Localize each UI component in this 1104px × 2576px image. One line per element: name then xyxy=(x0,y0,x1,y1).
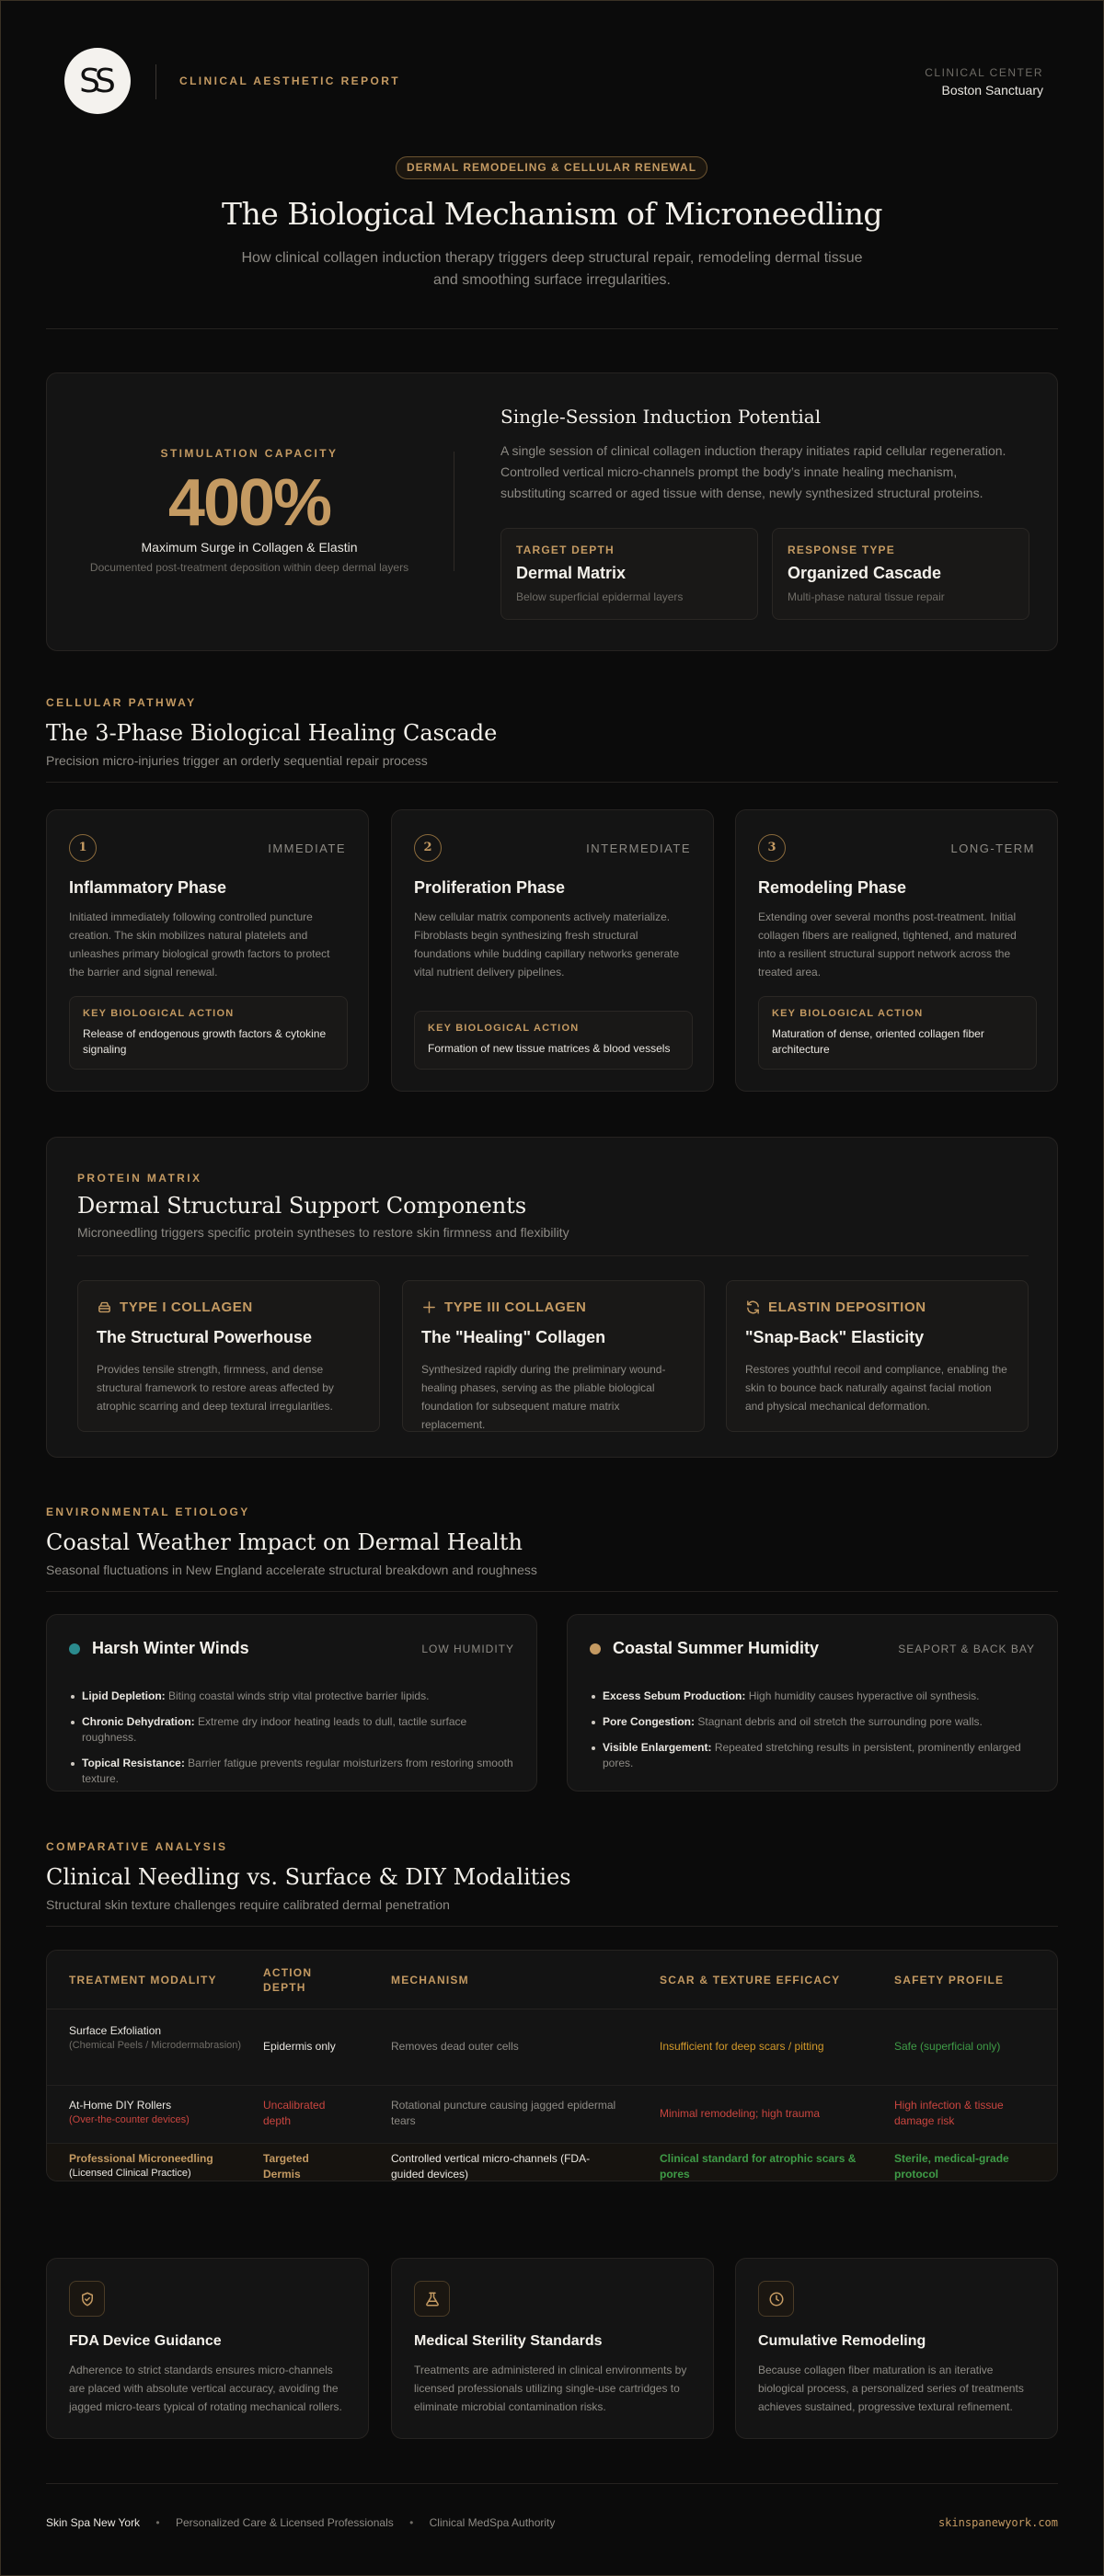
target-depth-value: Dermal Matrix xyxy=(516,564,627,582)
table-header xyxy=(47,1951,1058,2009)
feature-icon-box xyxy=(69,2281,105,2317)
column-header: SAFETY PROFILE xyxy=(894,1974,1005,1986)
list-item xyxy=(590,1689,1037,1704)
cascade-heading xyxy=(46,696,1058,783)
comparison-heading xyxy=(46,1840,1058,1927)
phase-card xyxy=(46,809,369,1092)
column-header: SCAR & TEXTURE EFFICACY xyxy=(660,1974,841,1986)
efficacy-cell: Minimal remodeling; high trauma xyxy=(660,2107,821,2120)
weather-subtitle: Seasonal fluctuations in New England accelerate structural breakdown and roughness xyxy=(46,1563,537,1577)
table-row-highlight xyxy=(47,2144,1058,2181)
weather-card-tag: LOW HUMIDITY xyxy=(421,1643,514,1655)
phase-action xyxy=(69,996,348,1070)
list-item-key: Pore Congestion: xyxy=(603,1715,696,1728)
protein-card-title: The "Healing" Collagen xyxy=(421,1328,606,1346)
stat-note: Documented post-treatment deposition within deep dermal layers xyxy=(89,561,409,574)
list-item-key: Topical Resistance: xyxy=(82,1757,185,1769)
induction-summary xyxy=(500,406,1020,504)
protein-card-title: "Snap-Back" Elasticity xyxy=(745,1328,925,1346)
phase-number: 1 xyxy=(69,834,97,862)
protein-subtitle: Microneedling triggers specific protein syntheses to restore skin firmness and flexibility xyxy=(77,1225,569,1240)
list-item-text: High humidity causes hyperactive oil synthesis. xyxy=(745,1689,980,1702)
cascade-eyebrow: CELLULAR PATHWAY xyxy=(46,696,197,709)
footer-separator: • xyxy=(409,2516,414,2529)
table-row xyxy=(47,2086,1058,2144)
list-item-key: Visible Enlargement: xyxy=(603,1741,712,1754)
weather-heading xyxy=(46,1506,1058,1592)
feature-body: Adherence to strict standards ensures micro-channels are placed with absolute vertical accuracy, avoiding the jagged micro-tears typical of rotating mechanical rollers. xyxy=(69,2364,342,2413)
stimulation-card xyxy=(46,372,1058,651)
center-label: CLINICAL CENTER xyxy=(925,66,1043,79)
page-footer xyxy=(46,2483,1058,2529)
protein-card xyxy=(402,1280,705,1432)
modality-cell xyxy=(69,2098,244,2127)
column-header: TREATMENT MODALITY xyxy=(69,1974,217,1986)
footer-brand: Skin Spa New York xyxy=(46,2516,141,2529)
stat-label: Maximum Surge in Collagen & Elastin xyxy=(141,540,358,555)
modality-cell xyxy=(69,2151,253,2181)
phase-action-label: KEY BIOLOGICAL ACTION xyxy=(772,1008,924,1019)
comparison-table xyxy=(46,1950,1058,2181)
weather-card-winter xyxy=(46,1614,537,1792)
protein-card-label: TYPE III COLLAGEN xyxy=(444,1299,587,1315)
efficacy-cell: Clinical standard for atrophic scars & pores xyxy=(660,2152,857,2181)
list-item-text: Biting coastal winds strip vital protective barrier lipids. xyxy=(165,1689,430,1702)
comparison-divider xyxy=(46,1926,1058,1927)
refresh-icon xyxy=(745,1299,761,1315)
phase-title: Remodeling Phase xyxy=(758,878,907,897)
feature-title: Medical Sterility Standards xyxy=(414,2333,603,2349)
protein-card-title: The Structural Powerhouse xyxy=(97,1328,313,1346)
weather-card-title: Coastal Summer Humidity xyxy=(613,1639,820,1657)
footer-separator: • xyxy=(155,2516,160,2529)
modality-name: At-Home DIY Rollers xyxy=(69,2099,172,2112)
weather-list xyxy=(69,1689,516,1797)
phase-title: Inflammatory Phase xyxy=(69,878,227,897)
phase-action-text: Formation of new tissue matrices & blood vessels xyxy=(428,1042,671,1055)
list-item-text: Stagnant debris and oil stretch the surrounding pore walls. xyxy=(695,1715,983,1728)
page-subtitle: How clinical collagen induction therapy triggers deep structural repair, remodeling dermal tissue and smoothing surface irregularities. xyxy=(241,250,863,288)
list-item xyxy=(69,1714,516,1746)
safety-cell: High infection & tissue damage risk xyxy=(894,2099,1004,2127)
comparison-eyebrow: COMPARATIVE ANALYSIS xyxy=(46,1840,228,1853)
stat-value: 400% xyxy=(167,466,331,540)
modality-cell xyxy=(69,2023,244,2053)
phase-number: 2 xyxy=(414,834,442,862)
plus-icon xyxy=(421,1299,437,1315)
modality-sub: (Chemical Peels / Microdermabrasion) xyxy=(69,2040,242,2051)
feature-body: Because collagen fiber maturation is an iterative biological process, a personalized series of treatments achieves sustained, progressive textural refinement. xyxy=(758,2364,1024,2413)
list-item-text: Extreme dry indoor heating leads to dull, tactile surface roughness. xyxy=(82,1715,467,1744)
weather-title: Coastal Weather Impact on Dermal Health xyxy=(46,1529,523,1555)
mechanism-cell: Controlled vertical micro-channels (FDA-guided devices) xyxy=(391,2152,591,2181)
phase-body: Initiated immediately following controlled puncture creation. The skin mobilizes natural platelets and unleashes primary biological growth factors to protect the barrier and signal renewal. xyxy=(69,910,330,979)
list-item-key: Chronic Dehydration: xyxy=(82,1715,195,1728)
footer-item: Personalized Care & Licensed Professionals xyxy=(175,2516,394,2529)
list-item xyxy=(590,1714,1037,1730)
footer-url-link[interactable]: skinspanewyork.com xyxy=(937,2516,1058,2529)
feature-card xyxy=(46,2258,369,2439)
feature-body: Treatments are administered in clinical environments by licensed professionals utilizing single-use cartridges to eliminate microbial contamination risks. xyxy=(414,2364,687,2413)
phase-tag: LONG-TERM xyxy=(950,841,1035,855)
clock-icon xyxy=(768,2291,785,2307)
footer-row xyxy=(46,2516,1058,2529)
footer-divider xyxy=(46,2483,1058,2484)
protein-card xyxy=(77,1280,380,1432)
response-type-value: Organized Cascade xyxy=(788,564,942,582)
list-item-key: Excess Sebum Production: xyxy=(603,1689,746,1702)
layers-icon xyxy=(97,1299,112,1315)
cascade-divider xyxy=(46,782,1058,783)
phase-action xyxy=(758,996,1037,1070)
protein-eyebrow: PROTEIN MATRIX xyxy=(77,1172,202,1185)
response-type-note: Multi-phase natural tissue repair xyxy=(788,590,945,603)
list-item-key: Lipid Depletion: xyxy=(82,1689,166,1702)
phase-action xyxy=(414,1011,693,1070)
feature-title: Cumulative Remodeling xyxy=(758,2333,926,2349)
cascade-title: The 3-Phase Biological Healing Cascade xyxy=(46,720,498,746)
clinical-center xyxy=(925,66,1043,97)
footer-item: Clinical MedSpa Authority xyxy=(429,2516,556,2529)
phase-body: New cellular matrix components actively materialize. Fibroblasts begin synthesizing fresh structural foundations while budding capillary networks generate vital nutrient delivery pipelines. xyxy=(414,910,680,979)
weather-divider xyxy=(46,1591,1058,1592)
shield-check-icon xyxy=(79,2291,96,2307)
report-brand: CLINICAL AESTHETIC REPORT xyxy=(179,74,401,87)
flask-icon xyxy=(424,2291,441,2307)
weather-card-title: Harsh Winter Winds xyxy=(92,1639,249,1657)
protein-matrix-panel xyxy=(46,1137,1058,1458)
phase-action-text: Maturation of dense, oriented collagen fiber architecture xyxy=(772,1027,984,1056)
header-divider xyxy=(155,64,156,99)
center-name: Boston Sanctuary xyxy=(941,83,1043,97)
table-row xyxy=(47,2009,1058,2086)
modality-name: Professional Microneedling xyxy=(69,2152,213,2165)
feature-card xyxy=(735,2258,1058,2439)
phase-action-text: Release of endogenous growth factors & cytokine signaling xyxy=(83,1027,327,1056)
target-depth-card xyxy=(500,528,758,620)
feature-title: FDA Device Guidance xyxy=(69,2333,222,2349)
response-type-card xyxy=(772,528,1029,620)
hero-divider xyxy=(46,328,1058,329)
cascade-subtitle: Precision micro-injuries trigger an orderly sequential repair process xyxy=(46,753,428,768)
feature-card xyxy=(391,2258,714,2439)
depth-cell: Targeted Dermis xyxy=(263,2152,309,2181)
response-type-label: RESPONSE TYPE xyxy=(788,544,895,556)
protein-card-body: Provides tensile strength, firmness, and dense structural framework to restore areas affected by atrophic scarring and deep textural irregularities. xyxy=(97,1363,334,1413)
weather-list xyxy=(590,1689,1037,1781)
target-depth-label: TARGET DEPTH xyxy=(516,544,615,556)
mechanism-cell: Rotational puncture causing jagged epidermal tears xyxy=(391,2099,616,2127)
list-item xyxy=(69,1756,516,1787)
protein-card-header xyxy=(421,1299,685,1315)
induction-body: A single session of clinical collagen induction therapy initiates rapid cellular regeneration. Controlled vertical micro-channels prompt the body’s innate healing mechanism, substituting scarred or aged tissue with dense, newly synthesized structural proteins. xyxy=(500,443,1006,500)
column-header: MECHANISM xyxy=(391,1974,469,1986)
protein-card-body: Restores youthful recoil and compliance, enabling the skin to bounce back naturally against facial motion and physical mechanical deformation. xyxy=(745,1363,1007,1413)
safety-cell: Safe (superficial only) xyxy=(894,2040,1001,2053)
phase-card xyxy=(391,809,714,1092)
depth-cell: Epidermis only xyxy=(263,2040,336,2053)
logo-text: SS xyxy=(79,62,110,100)
modality-sub: (Licensed Clinical Practice) xyxy=(69,2168,191,2179)
hero-pill: DERMAL REMODELING & CELLULAR RENEWAL xyxy=(396,156,707,179)
induction-title: Single-Session Induction Potential xyxy=(500,406,822,428)
protein-card-body: Synthesized rapidly during the preliminary wound-healing phases, serving as the pliable biological foundation for subsequent mature matrix replacement. xyxy=(421,1363,666,1431)
phase-number: 3 xyxy=(758,834,786,862)
page-header xyxy=(46,48,1058,112)
list-item xyxy=(69,1689,516,1704)
depth-cell: Uncalibrated depth xyxy=(263,2099,326,2127)
comparison-subtitle: Structural skin texture challenges require calibrated dermal penetration xyxy=(46,1897,450,1912)
phase-action-label: KEY BIOLOGICAL ACTION xyxy=(83,1008,235,1019)
protein-card xyxy=(726,1280,1029,1432)
column-header: ACTION DEPTH xyxy=(263,1966,313,1994)
brand-logo[interactable] xyxy=(64,48,131,114)
list-item-text: Barrier fatigue prevents regular moisturizers from restoring smooth texture. xyxy=(82,1757,513,1785)
weather-eyebrow: ENVIRONMENTAL ETIOLOGY xyxy=(46,1506,250,1518)
stat-eyebrow: STIMULATION CAPACITY xyxy=(160,447,339,460)
phase-card xyxy=(735,809,1058,1092)
phase-tag: IMMEDIATE xyxy=(268,841,346,855)
weather-card-summer xyxy=(567,1614,1058,1792)
list-item xyxy=(590,1740,1037,1771)
status-dot xyxy=(69,1643,80,1654)
protein-card-label: ELASTIN DEPOSITION xyxy=(768,1299,926,1315)
feature-icon-box xyxy=(414,2281,450,2317)
weather-card-tag: SEAPORT & BACK BAY xyxy=(898,1643,1035,1655)
mechanism-cell: Removes dead outer cells xyxy=(391,2040,519,2053)
protein-card-header xyxy=(745,1299,1009,1315)
status-dot xyxy=(590,1643,601,1654)
feature-icon-box xyxy=(758,2281,794,2317)
phase-action-label: KEY BIOLOGICAL ACTION xyxy=(428,1023,580,1034)
phase-tag: INTERMEDIATE xyxy=(586,841,691,855)
comparison-title: Clinical Needling vs. Surface & DIY Modalities xyxy=(46,1864,571,1890)
safety-cell: Sterile, medical-grade protocol xyxy=(894,2152,1009,2181)
efficacy-cell: Insufficient for deep scars / pitting xyxy=(660,2040,824,2053)
target-depth-note: Below superficial epidermal layers xyxy=(516,590,684,603)
phase-title: Proliferation Phase xyxy=(414,878,566,897)
protein-title: Dermal Structural Support Components xyxy=(77,1193,527,1219)
modality-name: Surface Exfoliation xyxy=(69,2024,162,2037)
protein-card-label: TYPE I COLLAGEN xyxy=(120,1299,253,1315)
list-item-text: Repeated stretching results in persistent, prominently enlarged pores. xyxy=(603,1741,1021,1769)
page-title: The Biological Mechanism of Microneedling xyxy=(222,196,882,232)
modality-sub: (Over-the-counter devices) xyxy=(69,2114,190,2125)
protein-divider xyxy=(77,1255,1029,1256)
phase-body: Extending over several months post-treatment. Initial collagen fibers are realigned, tightened, and matured into a resilient structural support network across the treated area. xyxy=(758,910,1017,979)
protein-card-header xyxy=(97,1299,361,1315)
